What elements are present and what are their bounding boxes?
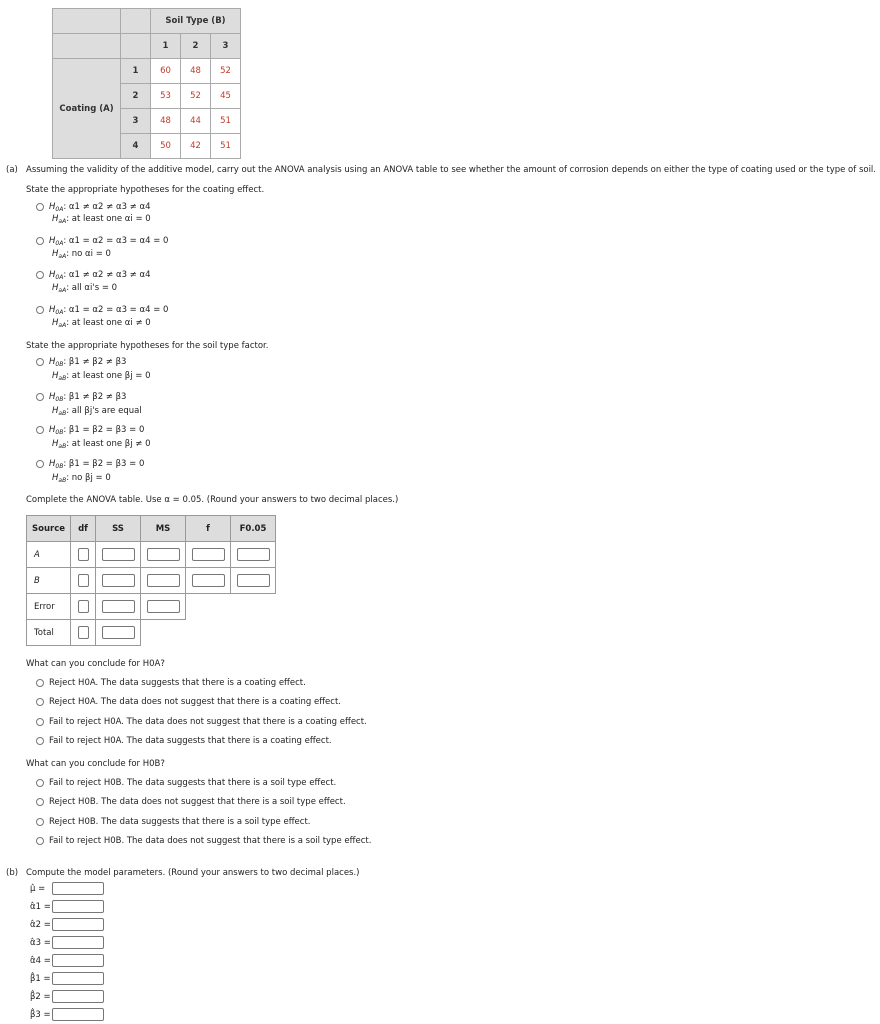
radio-button[interactable]: [36, 779, 44, 787]
coating-option-4-alt: $H_{aA}$: at least one αi ≠ 0: [52, 318, 151, 329]
radio-button[interactable]: [36, 679, 44, 687]
anova-error-df-input[interactable]: [78, 600, 89, 613]
conclude-b-option-1[interactable]: Fail to reject H0B. The data suggests that there is a soil type effect.: [36, 778, 336, 788]
table-row: 3 48 44 51: [53, 109, 241, 134]
radio-button[interactable]: [36, 426, 44, 434]
part-b-marker: (b): [6, 868, 19, 878]
param-beta2-label: β̂2 =: [30, 992, 51, 1002]
radio-button[interactable]: [36, 698, 44, 706]
radio-button[interactable]: [36, 203, 44, 211]
param-alpha1-input[interactable]: [52, 900, 104, 913]
coating-option-4[interactable]: $H_{0A}$: α1 = α2 = α3 = α4 = 0: [36, 305, 168, 315]
param-beta3-input[interactable]: [52, 1008, 104, 1021]
conclude-a-option-3[interactable]: Fail to reject H0A. The data does not suggest that there is a coating effect.: [36, 717, 367, 727]
soil-col-2: 2: [181, 34, 211, 59]
conclude-a-option-1[interactable]: Reject H0A. The data suggests that there is a coating effect.: [36, 678, 306, 688]
param-alpha3-label: α̂3 =: [30, 938, 51, 948]
conclude-b-option-3[interactable]: Reject H0B. The data suggests that there is a soil type effect.: [36, 817, 311, 827]
radio-button[interactable]: [36, 237, 44, 245]
soil-option-4-alt: $H_{aB}$: no βj = 0: [52, 473, 111, 484]
table-row: A: [27, 542, 276, 568]
radio-button[interactable]: [36, 358, 44, 366]
anova-a-f-input[interactable]: [192, 548, 225, 561]
param-beta2-input[interactable]: [52, 990, 104, 1003]
anova-b-fcrit-input[interactable]: [237, 574, 270, 587]
coating-option-1-alt: $H_{aA}$: at least one αi = 0: [52, 214, 151, 225]
conclude-b-prompt: What can you conclude for H0B?: [26, 759, 165, 769]
table-row: Error: [27, 594, 276, 620]
part-a-marker: (a): [6, 165, 18, 175]
anova-a-ms-input[interactable]: [147, 548, 180, 561]
anova-a-df-input[interactable]: [78, 548, 89, 561]
soil-option-1[interactable]: $H_{0B}$: β1 ≠ β2 ≠ β3: [36, 357, 126, 367]
soil-type-header: Soil Type (B): [151, 9, 241, 34]
coating-option-3[interactable]: $H_{0A}$: α1 ≠ α2 ≠ α3 ≠ α4: [36, 270, 151, 280]
param-alpha4-label: α̂4 =: [30, 956, 51, 966]
soil-option-2-alt: $H_{aB}$: all βj's are equal: [52, 406, 142, 417]
anova-total-df-input[interactable]: [78, 626, 89, 639]
soil-col-1: 1: [151, 34, 181, 59]
table-row: Total: [27, 620, 276, 646]
coating-option-2-alt: $H_{aA}$: no αi = 0: [52, 249, 111, 260]
conclude-a-option-4[interactable]: Fail to reject H0A. The data suggests that there is a coating effect.: [36, 736, 332, 746]
param-mu-input[interactable]: [52, 882, 104, 895]
coating-label: Coating (A): [53, 59, 121, 159]
anova-b-ms-input[interactable]: [147, 574, 180, 587]
anova-error-ms-input[interactable]: [147, 600, 180, 613]
part-a-intro: Assuming the validity of the additive model, carry out the ANOVA analysis using an ANOVA table to see whether the amount of corrosion depends on either the type of coating used or the type of soil.: [26, 165, 876, 175]
soil-option-1-alt: $H_{aB}$: at least one βj = 0: [52, 371, 151, 382]
table-row: B: [27, 568, 276, 594]
param-alpha2-input[interactable]: [52, 918, 104, 931]
param-beta3-label: β̂3 =: [30, 1010, 51, 1020]
soil-option-2[interactable]: $H_{0B}$: β1 ≠ β2 ≠ β3: [36, 392, 126, 402]
param-mu-label: μ̂ =: [30, 884, 46, 894]
coating-option-3-alt: $H_{aA}$: all αi's = 0: [52, 283, 118, 294]
radio-button[interactable]: [36, 837, 44, 845]
param-alpha4-input[interactable]: [52, 954, 104, 967]
anova-total-ss-input[interactable]: [102, 626, 135, 639]
coating-option-1[interactable]: $H_{0A}$: α1 ≠ α2 ≠ α3 ≠ α4: [36, 202, 151, 212]
param-alpha1-label: α̂1 =: [30, 902, 51, 912]
soil-data-table: [52, 8, 241, 159]
table-row: 4 50 42 51: [53, 134, 241, 159]
anova-b-ss-input[interactable]: [102, 574, 135, 587]
anova-b-f-input[interactable]: [192, 574, 225, 587]
radio-button[interactable]: [36, 818, 44, 826]
soil-option-3-alt: $H_{aB}$: at least one βj ≠ 0: [52, 439, 151, 450]
conclude-a-option-2[interactable]: Reject H0A. The data does not suggest that there is a coating effect.: [36, 697, 341, 707]
anova-a-fcrit-input[interactable]: [237, 548, 270, 561]
radio-button[interactable]: [36, 306, 44, 314]
soil-option-3[interactable]: $H_{0B}$: β1 = β2 = β3 = 0: [36, 425, 144, 435]
radio-button[interactable]: [36, 718, 44, 726]
table-row: 2 53 52 45: [53, 84, 241, 109]
anova-error-ss-input[interactable]: [102, 600, 135, 613]
radio-button[interactable]: [36, 460, 44, 468]
soil-hypotheses-prompt: State the appropriate hypotheses for the soil type factor.: [26, 341, 269, 351]
conclude-b-option-4[interactable]: Fail to reject H0B. The data does not suggest that there is a soil type effect.: [36, 836, 371, 846]
radio-button[interactable]: [36, 271, 44, 279]
radio-button[interactable]: [36, 393, 44, 401]
anova-prompt: Complete the ANOVA table. Use α = 0.05. (Round your answers to two decimal places.): [26, 495, 399, 505]
anova-a-ss-input[interactable]: [102, 548, 135, 561]
conclude-a-prompt: What can you conclude for H0A?: [26, 659, 165, 669]
coating-hypotheses-prompt: State the appropriate hypotheses for the coating effect.: [26, 185, 265, 195]
param-alpha3-input[interactable]: [52, 936, 104, 949]
part-b-prompt: Compute the model parameters. (Round your answers to two decimal places.): [26, 868, 360, 878]
table-row: Coating (A) 1 60 48 52: [53, 59, 241, 84]
conclude-b-option-2[interactable]: Reject H0B. The data does not suggest that there is a soil type effect.: [36, 797, 346, 807]
soil-col-3: 3: [211, 34, 241, 59]
radio-button[interactable]: [36, 737, 44, 745]
radio-button[interactable]: [36, 798, 44, 806]
param-beta1-input[interactable]: [52, 972, 104, 985]
anova-table: Source df SS MS f F0.05 A B Error Total: [26, 515, 276, 646]
anova-b-df-input[interactable]: [78, 574, 89, 587]
param-alpha2-label: α̂2 =: [30, 920, 51, 930]
param-beta1-label: β̂1 =: [30, 974, 51, 984]
coating-option-2[interactable]: $H_{0A}$: α1 = α2 = α3 = α4 = 0: [36, 236, 168, 246]
soil-option-4[interactable]: $H_{0B}$: β1 = β2 = β3 = 0: [36, 459, 144, 469]
